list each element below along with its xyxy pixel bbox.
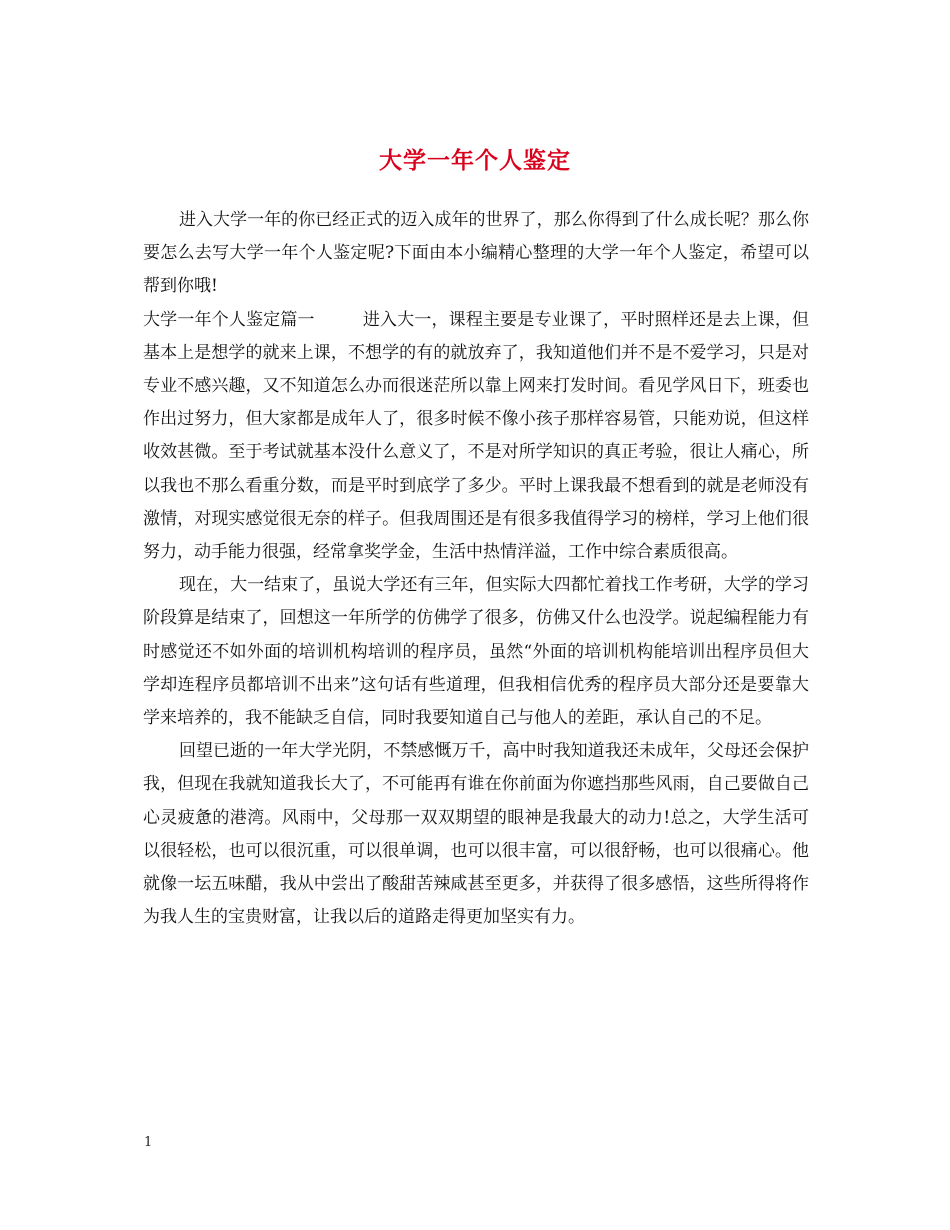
- paragraph-2: 现在，大一结束了，虽说大学还有三年，但实际大四都忙着找工作考研，大学的学习阶段算是结束了，回想这一年所学的仿佛学了很多，仿佛又什么也没学。说起编程能力有时感觉还不如外面的培训机构培训的程序员，虽然“外面的培训机构能培训出程序员但大学却连程序员都培训不出来”这句话有些道理，但我相信优秀的程序员大部分还是要靠大学来培养的，我不能缺乏自信，同时我要知道自己与他人的差距，承认自己的不足。: [143, 575, 809, 729]
- paragraph-1-text: 进入大一，课程主要是专业课了，平时照样还是去上课，但基本上是想学的就来上课，不想学的有的就放弃了，我知道他们并不是不爱学习，只是对专业不感兴趣，又不知道怎么办而很迷茫所以靠上网来打发时间。看见学风日下，班委也作出过努力，但大家都是成年人了，很多时候不像小孩子那样容易管，只能劝说，但这样收效甚微。至于考试就基本没什么意义了，不是对所学知识的真正考验，很让人痛心，所以我也不那么看重分数，而是平时到底学了多少。平时上课我最不想看到的就是老师没有激情，对现实感觉很无奈的样子。但我周围还是有很多我值得学习的榜样，学习上他们很努力，动手能力很强，经常拿奖学金，生活中热情洋溢，工作中综合素质很高。: [143, 309, 810, 563]
- section-paragraph-1: [143, 304, 809, 570]
- paragraph-3: 回望已逝的一年大学光阴，不禁感慨万千，高中时我知道我还未成年，父母还会保护我，但现在我就知道我长大了，不可能再有谁在你前面为你遮挡那些风雨，自己要做自己心灵疲惫的港湾。风雨中，父母那一双双期望的眼神是我最大的动力!总之，大学生活可以很轻松，也可以很沉重，可以很单调，也可以很丰富，可以很舒畅，也可以很痛心。他就像一坛五味醋，我从中尝出了酸甜苦辣咸甚至更多，并获得了很多感悟，这些所得将作为我人生的宝贵财富，让我以后的道路走得更加坚实有力。: [143, 741, 809, 928]
- page-number: 1: [144, 1135, 153, 1150]
- intro-paragraph: 进入大学一年的你已经正式的迈入成年的世界了，那么你得到了什么成长呢？那么你要怎么去写大学一年个人鉴定呢?下面由本小编精心整理的大学一年个人鉴定，希望可以帮到你哦!: [143, 210, 809, 297]
- section-heading: 大学一年个人鉴定篇一: [143, 309, 315, 330]
- document-title: 大学一年个人鉴定: [379, 147, 571, 175]
- document-body: [143, 204, 809, 934]
